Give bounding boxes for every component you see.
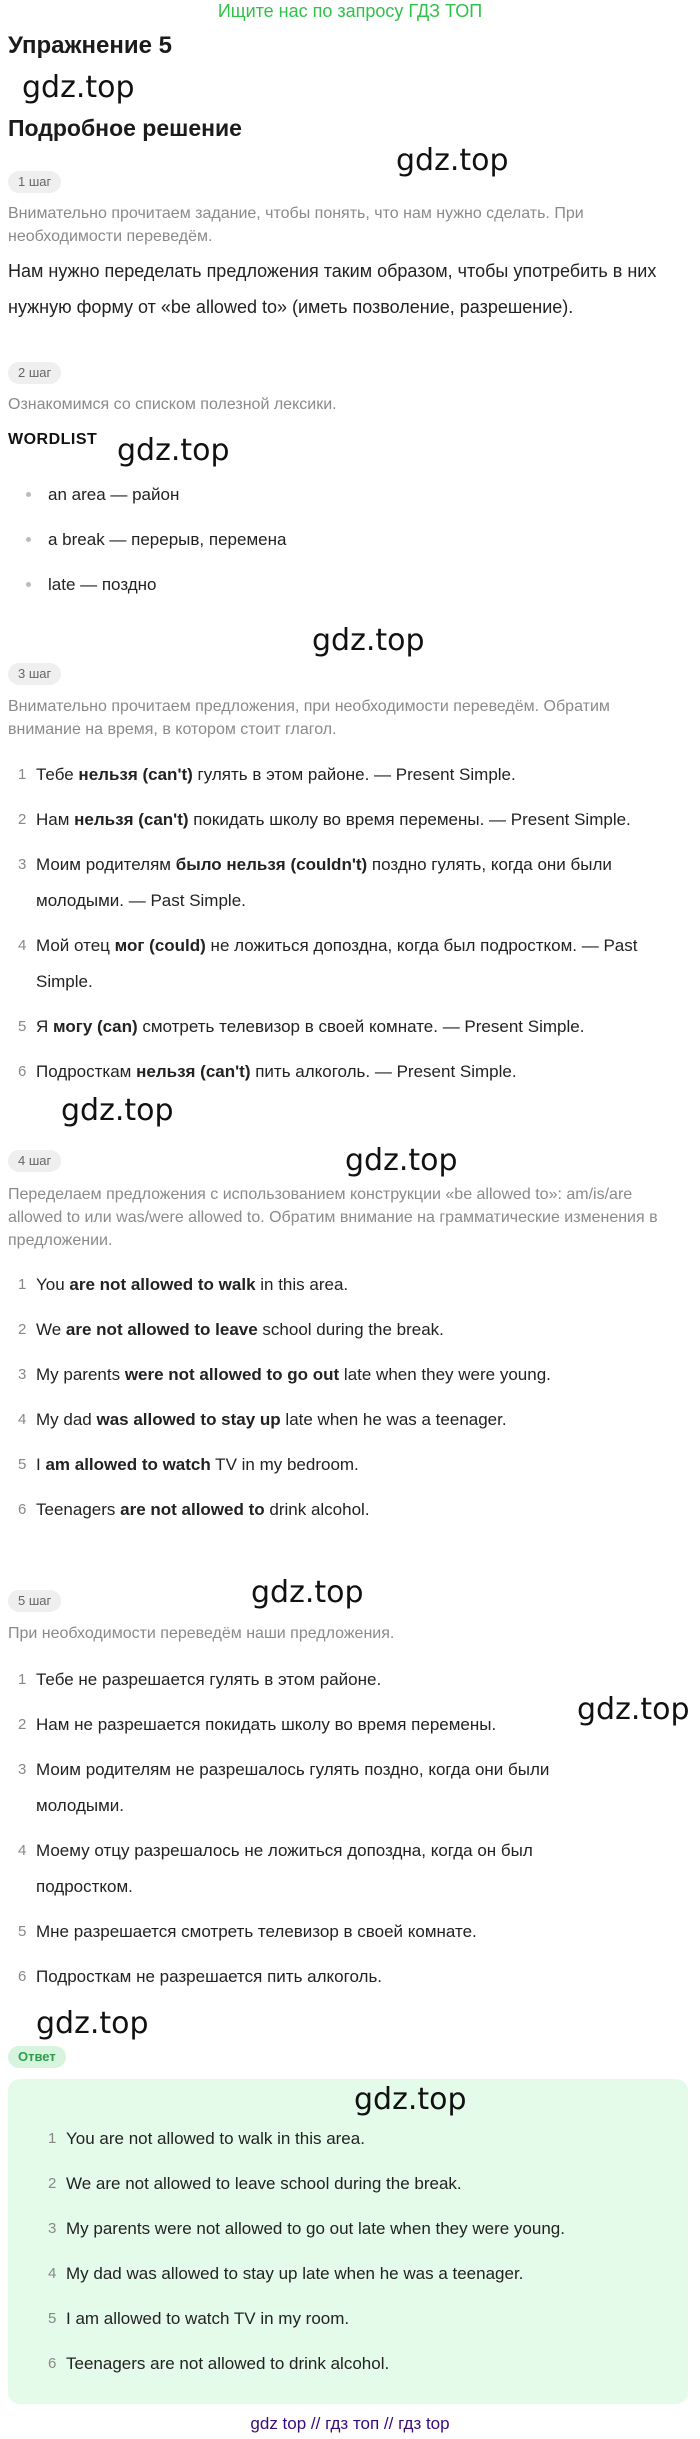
list-item: 1 Тебе не разрешается гулять в этом районе.: [18, 1670, 382, 1689]
list-item: 4 Моему отцу разрешалось не ложиться допоздна, когда он был подростком.: [18, 1841, 533, 1896]
list-item: 4 Мой отец мог (could) не ложиться допоздна, когда был подростком. — Past Simple.: [18, 936, 638, 991]
answer-item: 1 You are not allowed to walk in this area.: [48, 2129, 365, 2148]
wordlist-item: late — поздно: [26, 575, 666, 597]
step-badge: 3 шаг: [8, 663, 61, 685]
list-item: 5 Мне разрешается смотреть телевизор в своей комнате.: [18, 1922, 477, 1941]
list-item: 3 Моим родителям было нельзя (couldn't) поздно гулять, когда они были молодыми. — Past Simple.: [18, 855, 612, 910]
step-badge: 5 шаг: [8, 1590, 61, 1612]
list-item: 6 Подросткам не разрешается пить алкоголь.: [18, 1967, 383, 1986]
step-instruction: Внимательно прочитаем предложения, при необходимости переведём. Обратим внимание на время, в котором стоит глагол.: [8, 698, 610, 738]
list-item: 3 Моим родителям не разрешалось гулять поздно, когда они были молодыми.: [18, 1760, 550, 1815]
answer-item: 6 Teenagers are not allowed to drink alcohol.: [48, 2354, 390, 2373]
watermark: gdz.top: [345, 1143, 458, 1178]
answer-item: 2 We are not allowed to leave school during the break.: [48, 2174, 462, 2193]
step-instruction: Переделаем предложения с использованием конструкции «be allowed to»: am/is/are allowed to или was/were allowed to. Обратим внимание на грамматические изменения в предложении.: [8, 1186, 658, 1249]
answer-item: 4 My dad was allowed to stay up late when he was a teenager.: [48, 2264, 524, 2283]
watermark: gdz.top: [577, 1692, 690, 1727]
step-body: Нам нужно переделать предложения таким образом, чтобы употребить в них нужную форму от «be allowed to» (иметь позволение, разрешение).: [8, 261, 657, 317]
solution-title: Подробное решение: [8, 115, 242, 141]
wordlist-item: a break — перерыв, перемена: [26, 530, 666, 552]
list-item: 1 You are not allowed to walk in this area.: [18, 1275, 349, 1294]
top-banner[interactable]: Ищите нас по запросу ГДЗ ТОП: [217, 1, 483, 21]
watermark: gdz.top: [22, 70, 135, 105]
watermark: gdz.top: [396, 143, 509, 178]
answer-item: 3 My parents were not allowed to go out late when they were young.: [48, 2219, 565, 2238]
step-badge: 2 шаг: [8, 362, 61, 384]
footer-links[interactable]: gdz top // гдз топ // гдз top: [250, 2414, 450, 2433]
list-item: 2 Нам не разрешается покидать школу во время перемены.: [18, 1715, 497, 1734]
answer-badge: Ответ: [8, 2046, 66, 2068]
list-item: 2 We are not allowed to leave school during the break.: [18, 1320, 444, 1339]
list-item: 5 Я могу (can) смотреть телевизор в своей комнате. — Present Simple.: [18, 1017, 585, 1036]
answer-item: 5 I am allowed to watch TV in my room.: [48, 2309, 350, 2328]
list-item: 6 Подросткам нельзя (can't) пить алкоголь. — Present Simple.: [18, 1062, 517, 1081]
list-item: 4 My dad was allowed to stay up late when he was a teenager.: [18, 1410, 507, 1429]
watermark: gdz.top: [61, 1093, 174, 1128]
step-instruction: Ознакомимся со списком полезной лексики.: [8, 396, 337, 413]
step-instruction: Внимательно прочитаем задание, чтобы понять, что нам нужно сделать. При необходимости переведём.: [8, 205, 584, 245]
list-item: 5 I am allowed to watch TV in my bedroom.: [18, 1455, 359, 1474]
list-item: 1 Тебе нельзя (can't) гулять в этом районе. — Present Simple.: [18, 765, 516, 784]
step-instruction: При необходимости переведём наши предложения.: [8, 1625, 395, 1642]
watermark: gdz.top: [354, 2082, 467, 2117]
watermark: gdz.top: [36, 2006, 149, 2041]
watermark: gdz.top: [251, 1575, 364, 1610]
list-item: 6 Teenagers are not allowed to drink alcohol.: [18, 1500, 370, 1519]
watermark: gdz.top: [117, 433, 230, 468]
watermark: gdz.top: [312, 623, 425, 658]
exercise-title: Упражнение 5: [8, 32, 172, 59]
step-badge: 1 шаг: [8, 171, 61, 193]
list-item: 3 My parents were not allowed to go out late when they were young.: [18, 1365, 551, 1384]
wordlist-item: an area — район: [26, 485, 666, 507]
wordlist-heading: WORDLIST: [8, 431, 98, 448]
list-item: 2 Нам нельзя (can't) покидать школу во время перемены. — Present Simple.: [18, 810, 631, 829]
step-badge: 4 шаг: [8, 1150, 61, 1172]
